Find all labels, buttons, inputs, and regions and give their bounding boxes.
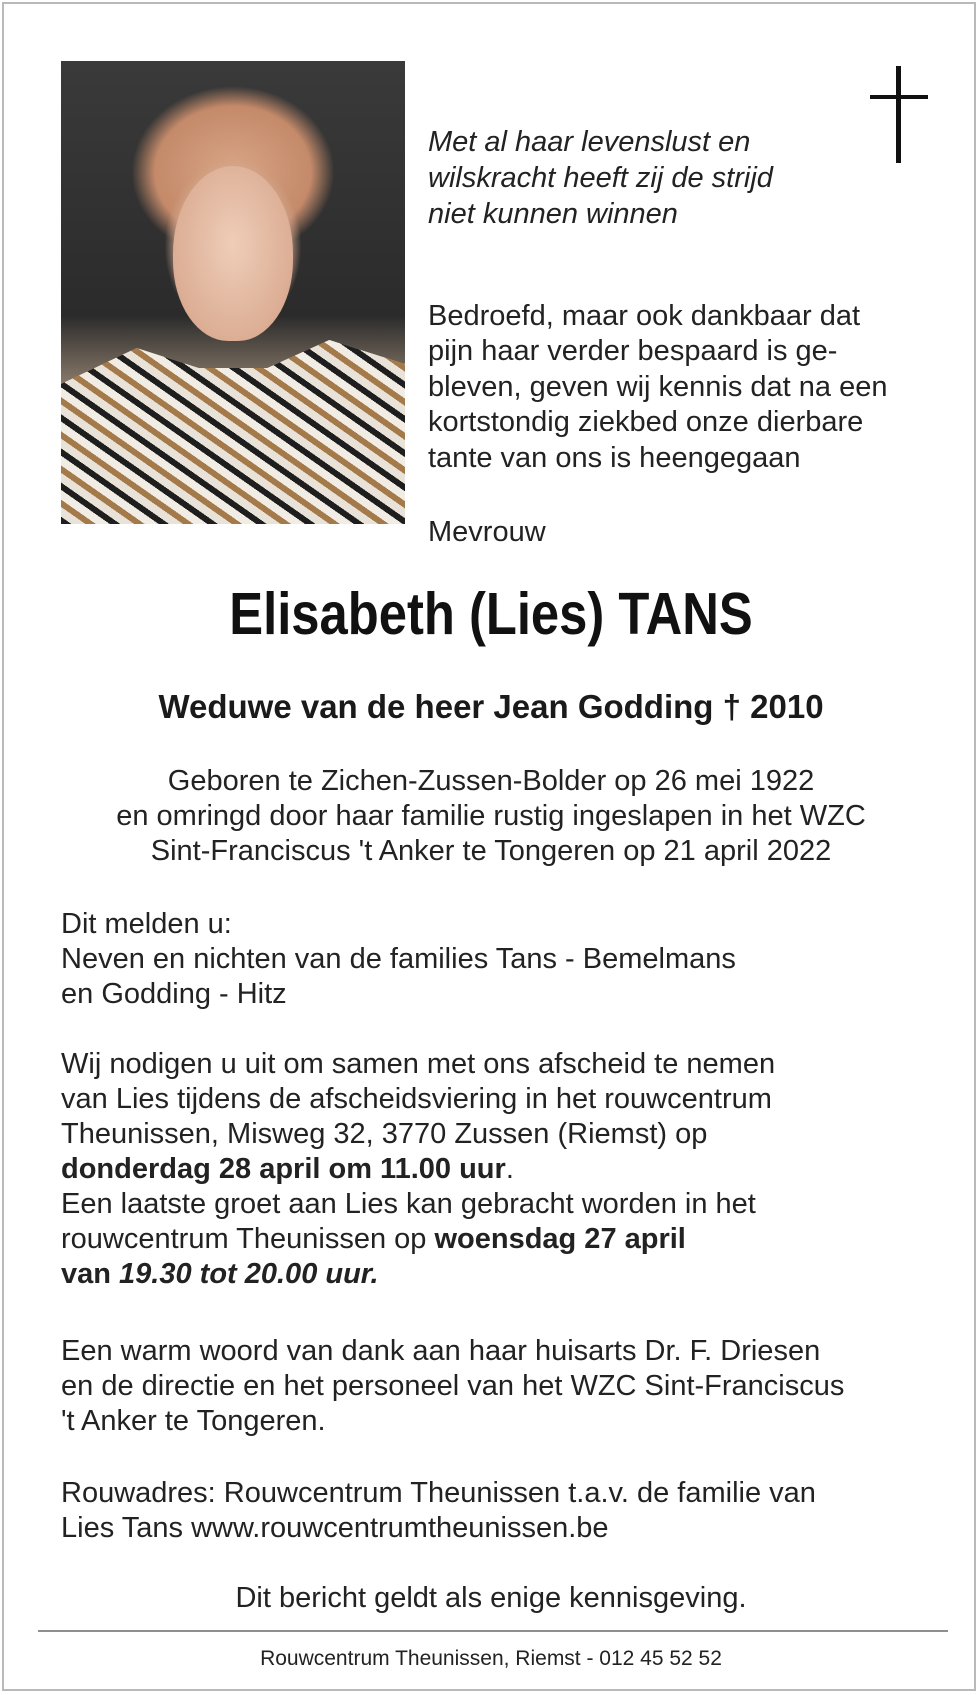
announce-line: Neven en nichten van de families Tans - Bemelmans — [61, 943, 736, 975]
visit-date: woensdag 27 april — [434, 1223, 686, 1255]
quote — [428, 124, 868, 232]
address-name: Lies Tans — [61, 1512, 183, 1544]
notice: Dit bericht geldt als enige kennisgeving. — [235, 1582, 747, 1614]
born-line: en omringd door haar familie rustig ingeslapen in het WZC — [116, 800, 866, 832]
website-link[interactable]: www.rouwcentrumtheunissen.be — [191, 1512, 609, 1544]
honorific: Mevrouw — [428, 516, 546, 548]
address-line — [61, 1511, 873, 1546]
born-line: Sint-Franciscus 't Anker te Tongeren op 21 april 2022 — [150, 835, 832, 867]
portrait-photo — [61, 61, 405, 524]
service-datetime: donderdag 28 april om 11.00 uur — [61, 1153, 506, 1185]
invite-line: Theunissen, Misweg 32, 3770 Zussen (Riemst) op — [61, 1118, 708, 1150]
intro-line: pijn haar verder bespaard is ge- — [428, 335, 838, 368]
period: . — [505, 1153, 514, 1185]
quote-line: Met al haar levenslust en — [428, 126, 751, 158]
address — [61, 1476, 961, 1546]
intro-line: tante van ons is heengegaan — [428, 441, 801, 474]
announce-line: Dit melden u: — [61, 908, 232, 940]
deceased-name: Elisabeth (Lies) TANS — [229, 581, 753, 647]
thanks — [61, 1334, 961, 1439]
death-notice-card — [2, 2, 976, 1691]
visit-time: 19.30 tot 20.00 uur. — [119, 1258, 379, 1290]
intro-text — [428, 299, 928, 476]
invite-line: Wij nodigen u uit om samen met ons afscheid te nemen — [61, 1048, 776, 1080]
visit-location: rouwcentrum Theunissen op — [61, 1223, 435, 1255]
announcement — [61, 907, 961, 1012]
portrait-face — [173, 166, 293, 341]
intro-line: bleven, geven wij kennis dat na een — [428, 370, 888, 403]
quote-line: wilskracht heeft zij de strijd — [428, 162, 773, 194]
quote-line: niet kunnen winnen — [428, 198, 678, 230]
thanks-line: 't Anker te Tongeren. — [61, 1405, 326, 1437]
invite-line: van Lies tijdens de afscheidsviering in het rouwcentrum — [61, 1083, 772, 1115]
divider — [38, 1630, 948, 1632]
cross-icon — [870, 66, 928, 163]
invite-line — [61, 1257, 961, 1292]
thanks-line: en de directie en het personeel van het WZC Sint-Franciscus — [61, 1370, 845, 1402]
address-line: Rouwadres: Rouwcentrum Theunissen t.a.v. de familie van — [61, 1477, 816, 1509]
invite-line: Een laatste groet aan Lies kan gebracht worden in het — [61, 1188, 756, 1220]
born-line: Geboren te Zichen-Zussen-Bolder op 26 mei 1922 — [167, 765, 815, 797]
footer: Rouwcentrum Theunissen, Riemst - 012 45 52 52 — [260, 1647, 722, 1670]
portrait-blouse — [61, 324, 405, 524]
invitation — [61, 1047, 961, 1292]
widow-line: Weduwe van de heer Jean Godding † 2010 — [158, 688, 824, 725]
intro-line: Bedroefd, maar ook dankbaar dat — [428, 300, 861, 332]
thanks-line: Een warm woord van dank aan haar huisarts Dr. F. Driesen — [61, 1335, 821, 1367]
invite-line — [61, 1152, 961, 1187]
announce-line: en Godding - Hitz — [61, 978, 287, 1010]
intro-line: kortstondig ziekbed onze dierbare — [428, 406, 864, 439]
visit-from: van — [61, 1258, 120, 1290]
invite-line — [61, 1222, 961, 1257]
birth-death-info — [4, 764, 978, 869]
